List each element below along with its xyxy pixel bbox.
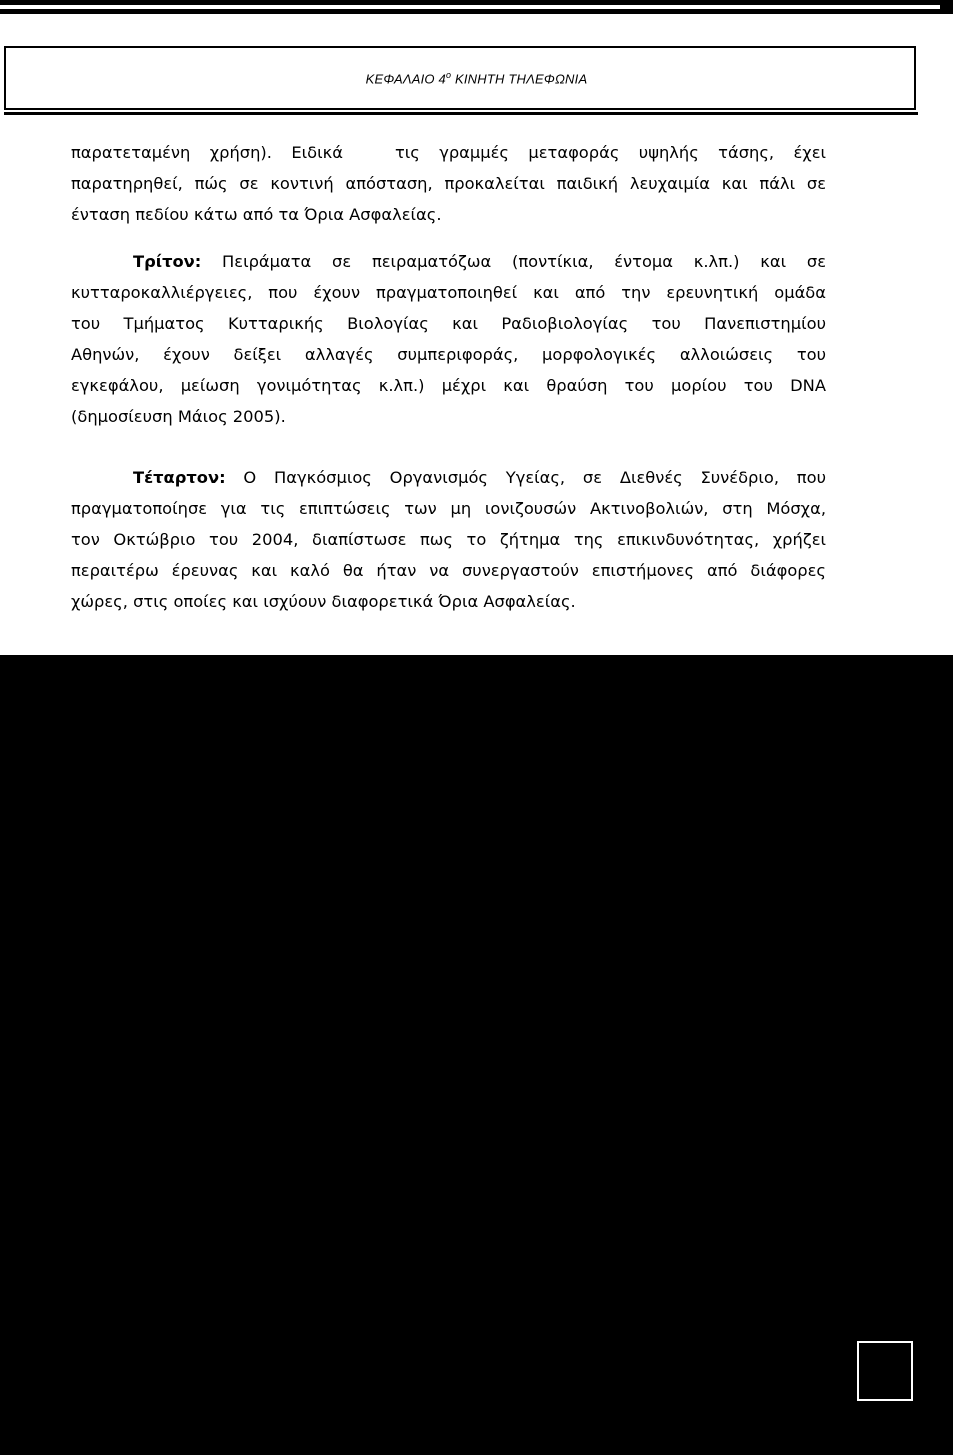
text-line — [71, 462, 826, 493]
text-line: κυτταροκαλλιέργειες, που έχουν πραγματοποιηθεί και από την ερευνητική ομάδα — [71, 283, 826, 302]
paragraph-lead-word: Τρίτον: — [133, 252, 202, 271]
text-line — [71, 246, 826, 277]
text-line: τον Οκτώβριο του 2004, διαπίστωσε πως το ζήτημα της επικινδυνότητας, χρήζει — [71, 530, 826, 549]
page-marker-box — [857, 1341, 913, 1401]
text-segment: Ο Παγκόσμιος Οργανισμός Υγείας, σε Διεθνές Συνέδριο, που — [225, 468, 826, 487]
chapter-header-main: ΚΕΦΑΛΑΙΟ 4 — [365, 71, 446, 87]
text-line: χώρες, στις οποίες και ισχύουν διαφορετικά Όρια Ασφαλείας. — [71, 592, 576, 611]
text-segment: Πειράματα σε πειραματόζωα (ποντίκια, έντομα κ.λπ.) και σε — [201, 252, 826, 271]
chapter-header-title: ΚΙΝΗΤΗ ΤΗΛΕΦΩΝΙΑ — [451, 71, 588, 87]
top-border-gap — [0, 5, 940, 9]
text-line: περαιτέρω έρευνας και καλό θα ήταν να συνεργαστούν επιστήμονες από διάφορες — [71, 561, 826, 580]
text-line: εγκεφάλου, μείωση γονιμότητας κ.λπ.) μέχρι και θραύση του μορίου του DNA — [71, 376, 826, 395]
paragraph-lead-word: Τέταρτον: — [133, 468, 226, 487]
header-frame-underline — [4, 112, 918, 115]
text-segment: τις γραμμές μεταφοράς υψηλής τάσης, έχει — [394, 143, 826, 162]
text-line — [71, 137, 826, 168]
paragraph-third-point — [71, 246, 826, 432]
text-line: Αθηνών, έχουν δείξει αλλαγές συμπεριφοράς, μορφολογικές αλλοιώσεις του — [71, 345, 826, 364]
chapter-header-ordinal: ο — [445, 70, 452, 80]
text-line: πραγματοποίησε για τις επιπτώσεις των μη ιονιζουσών Ακτινοβολιών, στη Μόσχα, — [71, 499, 826, 518]
text-line: (δημοσίευση Μάιος 2005). — [71, 407, 286, 426]
top-border-rule — [0, 0, 953, 14]
text-line: του Τμήματος Κυτταρικής Βιολογίας και Ραδιοβιολογίας του Πανεπιστημίου — [71, 314, 826, 333]
paragraph-continuation — [71, 137, 826, 230]
text-segment: παρατεταμένη χρήση). Ειδικά — [71, 143, 343, 162]
text-line: ένταση πεδίου κάτω από τα Όρια Ασφαλείας. — [71, 205, 442, 224]
chapter-header — [0, 70, 953, 86]
document-page — [0, 0, 953, 655]
text-line: παρατηρηθεί, πώς σε κοντινή απόσταση, προκαλείται παιδική λευχαιμία και πάλι σε — [71, 174, 826, 193]
paragraph-fourth-point — [71, 462, 826, 617]
